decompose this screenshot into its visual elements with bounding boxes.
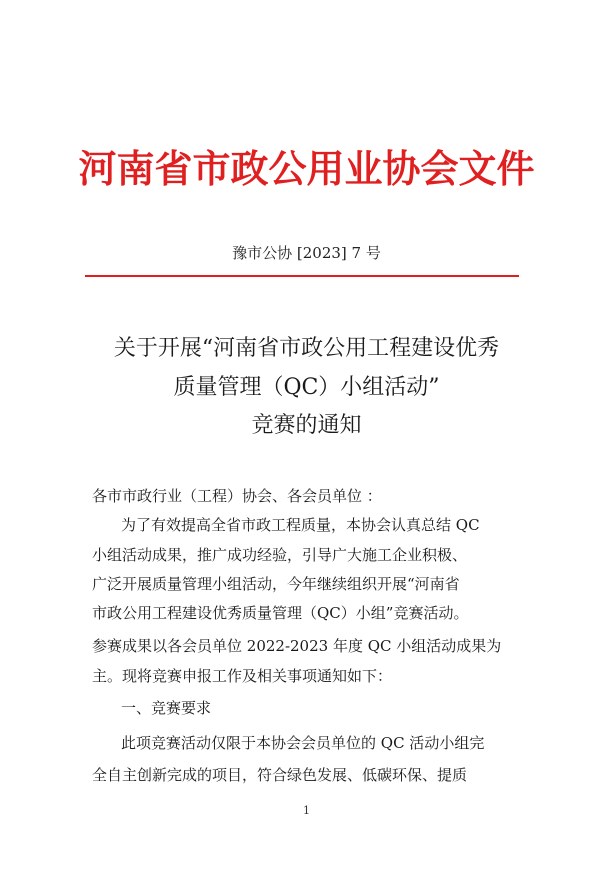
page-number: 1	[303, 804, 310, 817]
notice-title-line-1: 关于开展“河南省市政公用工程建设优秀	[113, 336, 500, 361]
document-number: 豫市公协 [2023] 7 号	[232, 244, 381, 262]
section-heading: 一、竞赛要求	[121, 699, 212, 717]
red-separator-line	[85, 275, 519, 277]
salutation: 各市市政行业（工程）协会、各会员单位 ：	[92, 487, 382, 505]
body-paragraph-line: 广泛开展质量管理小组活动，今年继续组织开展“河南省	[92, 575, 460, 593]
body-paragraph-line: 此项竞赛活动仅限于本协会会员单位的 QC 活动小组完	[121, 734, 485, 752]
body-paragraph-line: 参赛成果以各会员单位 2022-2023 年度 QC 小组活动成果为	[92, 637, 502, 655]
body-paragraph-line: 小组活动成果，推广成功经验，引导广大施工企业积极、	[92, 546, 468, 564]
body-paragraph-line: 主。现将竞赛申报工作及相关事项通知如下：	[92, 667, 393, 685]
body-paragraph-line: 全自主创新完成的项目，符合绿色发展、低碳环保、提质	[92, 766, 468, 784]
body-paragraph-line: 市政公用工程建设优秀质量管理（QC）小组”竞赛活动。	[92, 604, 469, 622]
notice-title-line-3: 竞赛的通知	[251, 413, 362, 438]
document-header-title: 河南省市政公用业协会文件	[78, 147, 535, 191]
notice-title-line-2: 质量管理（QC）小组活动”	[173, 375, 440, 400]
body-paragraph-line: 为了有效提高全省市政工程质量，本协会认真总结 QC	[121, 516, 480, 534]
